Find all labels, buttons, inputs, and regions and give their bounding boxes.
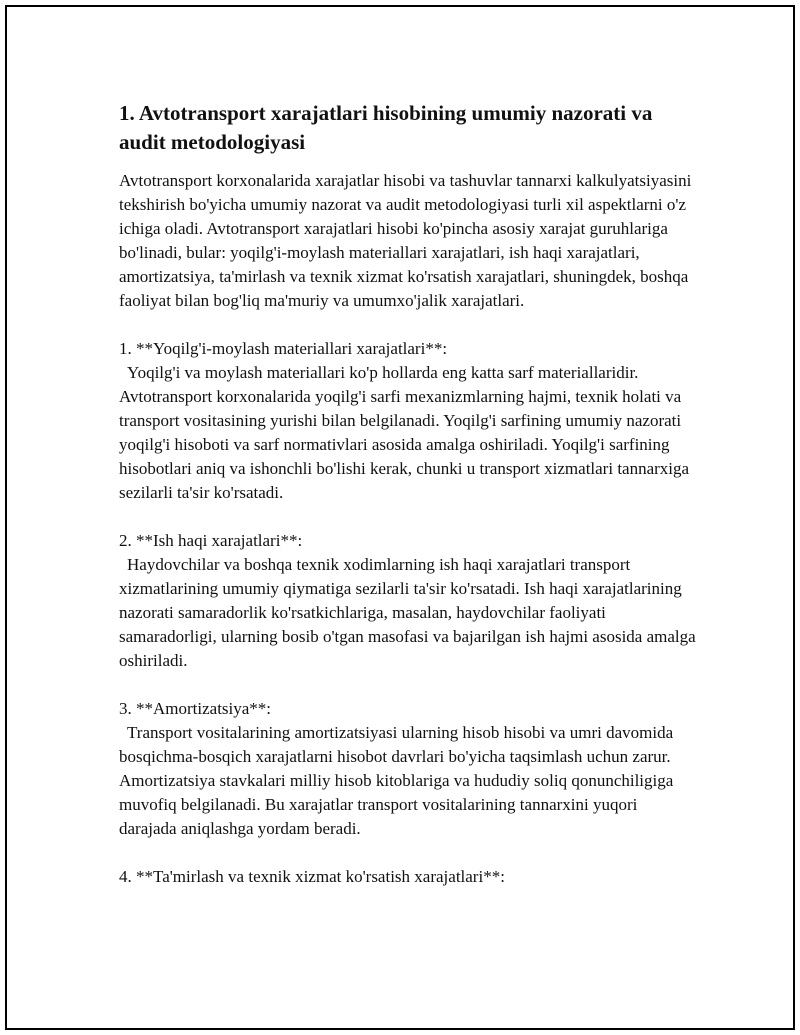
document-page xyxy=(5,5,795,1030)
item-body-2: Haydovchilar va boshqa texnik xodimlarning ish haqi xarajatlari transport xizmatlarining umumiy qiymatiga sezilarli ta'sir ko'rsatadi. Ish haqi xarajatlarining nazorati samaradorlik ko'rsatkichlariga, masalan, haydovchilar faoliyati samaradorligi, ularning bosib o'tgan masofasi va bajarilgan ish hajmi asosida amalga oshiriladi. xyxy=(119,555,696,670)
spacer xyxy=(119,841,697,865)
item-heading-3: 3. **Amortizatsiya**: xyxy=(119,699,272,718)
item-heading-2: 2. **Ish haqi xarajatlari**: xyxy=(119,531,303,550)
item-body-3: Transport vositalarining amortizatsiyasi ularning hisob hisobi va umri davomida bosqichma-bosqich xarajatlarni hisobot davrlari bo'yicha taqsimlash uchun zarur. Amortizatsiya stavkalari milliy hisob kitoblariga va hududiy soliq qonunchiligiga muvofiq belgilanadi. Bu xarajatlar transport vositalarining tannarxini yuqori darajada aniqlashga yordam beradi. xyxy=(119,723,674,838)
intro-paragraph: Avtotransport korxonalarida xarajatlar hisobi va tashuvlar tannarxi kalkulyatsiyasini tekshirish bo'yicha umumiy nazorat va audit metodologiyasi turli xil aspektlarni o'z ichiga oladi. Avtotransport xarajatlari hisobi ko'pincha asosiy xarajat guruhlariga bo'linadi, bular: yoqilg'i-moylash materiallari xarajatlari, ish haqi xarajatlari, amortizatsiya, ta'mirlash va texnik xizmat ko'rsatish xarajatlari, shuningdek, boshqa faoliyat bilan bog'liq ma'muriy va umumxo'jalik xarajatlari. xyxy=(119,171,692,310)
item-body-1: Yoqilg'i va moylash materiallari ko'p hollarda eng katta sarf materiallaridir. Avtotransport korxonalarida yoqilg'i sarfi mexanizmlarning hajmi, texnik holati va transport vositasining yurishi bilan belgilanadi. Yoqilg'i sarfining umumiy nazorati yoqilg'i hisoboti va sarf normativlari asosida amalga oshiriladi. Yoqilg'i sarfining hisobotlari aniq va ishonchli bo'lishi kerak, chunki u transport xizmatlari tannarxiga sezilarli ta'sir ko'rsatadi. xyxy=(119,363,690,502)
spacer xyxy=(119,505,697,529)
item-heading-4: 4. **Ta'mirlash va texnik xizmat ko'rsatish xarajatlari**: xyxy=(119,867,505,886)
document-title: 1. Avtotransport xarajatlari hisobining umumiy nazorati va audit metodologiyasi xyxy=(119,101,653,154)
spacer xyxy=(119,313,697,337)
document-content xyxy=(119,99,697,889)
item-heading-1: 1. **Yoqilg'i-moylash materiallari xarajatlari**: xyxy=(119,339,448,358)
spacer xyxy=(119,673,697,697)
